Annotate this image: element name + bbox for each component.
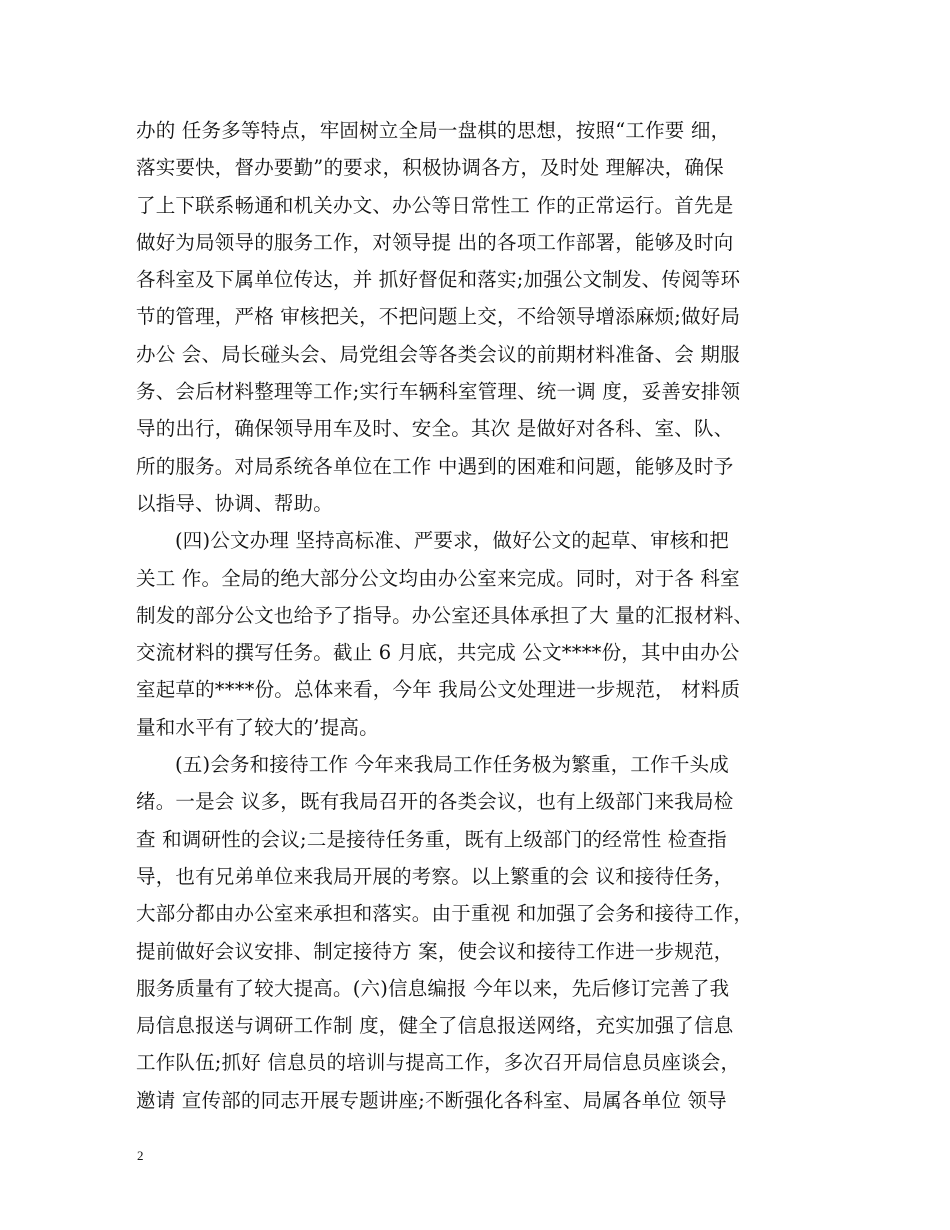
text-line: 各科室及下属单位传达，并 抓好督促和落实;加强公文制发、传阅等环 [136, 268, 741, 292]
text-line: 提前做好会议安排、制定接待方 案，使会议和接待工作进一步规范， [136, 939, 734, 963]
text-line: 节的管理，严格 审核把关，不把问题上交，不给领导增添麻烦;做好局 [136, 305, 741, 329]
text-line: 工作队伍;抓好 信息员的培训与提高工作，多次召开局信息员座谈会， [136, 1051, 741, 1075]
text-line: 室起草的****份。总体来看，今年 我局公文处理进一步规范， 材料质 [136, 678, 741, 702]
text-line: 做好为局领导的服务工作，对领导提 出的各项工作部署，能够及时向 [136, 230, 734, 254]
text-line: 导的出行，确保领导用车及时、安全。其次 是做好对各科、室、队、 [136, 417, 734, 441]
text-line: 办公 会、局长碰头会、局党组会等各类会议的前期材料准备、会 期服 [136, 342, 740, 366]
text-line: 导，也有兄弟单位来我局开展的考察。以上繁重的会 议和接待任务， [136, 864, 734, 888]
text-line: 所的服务。对局系统各单位在工作 中遇到的困难和问题，能够及时予 [136, 454, 734, 478]
text-line: 务、会后材料整理等工作;实行车辆科室管理、统一调 度，妥善安排领 [136, 380, 741, 404]
text-line: 以指导、协调、帮助。 [136, 491, 334, 515]
text-line: 关工 作。全局的绝大部分公文均由办公室来完成。同时，对于各 科室 [136, 566, 740, 590]
body-text [136, 112, 836, 1119]
text-line: (五)会务和接待工作 今年来我局工作任务极为繁重，工作千头成 [175, 753, 729, 777]
text-line: 局信息报送与调研工作制 度，健全了信息报送网络，充实加强了信息 [136, 1014, 734, 1038]
page-number: 2 [137, 1148, 144, 1163]
text-line: 大部分都由办公室来承担和落实。由于重视 和加强了会务和接待工作， [136, 902, 754, 926]
text-line: 制发的部分公文也给予了指导。办公室还具体承担了大 量的汇报材料、 [136, 603, 754, 627]
text-line: 绪。一是会 议多，既有我局召开的各类会议，也有上级部门来我局检 [136, 790, 734, 814]
text-line: 查 和调研性的会议;二是接待任务重，既有上级部门的经常性 检查指 [136, 827, 727, 851]
text-line: (四)公文办理 坚持高标准、严要求，做好公文的起草、审核和把 [175, 529, 729, 553]
text-line: 量和水平有了较大的’提高。 [136, 715, 379, 739]
text-line: 邀请 宣传部的同志开展专题讲座;不断强化各科室、局属各单位 领导 [136, 1088, 727, 1112]
text-line: 了上下联系畅通和机关办文、办公等日常性工 作的正常运行。首先是 [136, 193, 734, 217]
text-line: 服务质量有了较大提高。(六)信息编报 今年以来，先后修订完善了我 [136, 976, 730, 1000]
text-line: 办的 任务多等特点，牢固树立全局一盘棋的思想，按照“工作要 细， [136, 119, 731, 142]
text-line: 交流材料的撰写任务。截止 6 月底，共完成 公文****份，其中由办公 [136, 641, 740, 665]
text-line: 落实要快，督办要勤”的要求，积极协调各方，及时处 理解决，确保 [136, 156, 724, 180]
